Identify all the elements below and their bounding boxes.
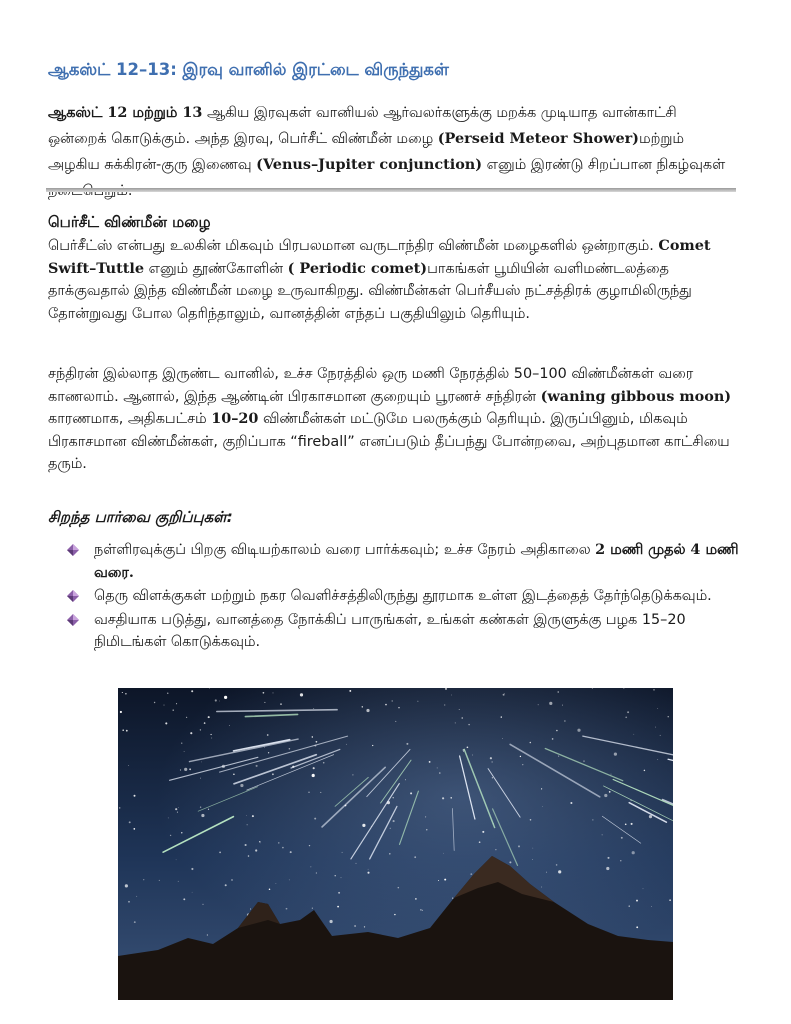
star — [200, 778, 201, 779]
star — [290, 851, 292, 853]
star — [644, 770, 646, 772]
star — [426, 829, 427, 830]
star — [208, 716, 210, 718]
star — [316, 741, 318, 743]
star — [552, 738, 554, 740]
star — [607, 857, 609, 859]
star — [280, 703, 282, 705]
tip-3-text: வசதியாக படுத்து, வானத்தை நோக்கிப் பாருங்கள், உங்கள் கண்கள் இருளுக்கு பழக 15–20 நிமிடங்கள் கொடுக்கவும். — [94, 611, 686, 650]
star — [522, 764, 523, 765]
star — [394, 914, 395, 915]
star — [267, 734, 269, 736]
star — [538, 704, 539, 705]
star — [330, 920, 333, 923]
star — [442, 797, 444, 799]
star — [604, 794, 607, 797]
star — [200, 729, 201, 730]
star — [342, 852, 343, 853]
star — [122, 692, 123, 693]
star — [346, 744, 347, 745]
star — [159, 880, 160, 881]
star — [444, 705, 445, 706]
meteor-shower-photo — [118, 688, 673, 1000]
star — [354, 925, 356, 927]
star — [406, 743, 408, 745]
star — [495, 849, 496, 850]
star — [592, 688, 593, 689]
star — [134, 921, 136, 923]
star — [501, 716, 502, 717]
star — [311, 867, 312, 868]
star — [620, 860, 621, 861]
star — [184, 768, 187, 771]
star — [201, 814, 204, 817]
star — [136, 896, 137, 897]
star — [191, 690, 193, 692]
star — [558, 756, 559, 757]
star — [176, 703, 177, 704]
star — [337, 906, 339, 908]
star — [443, 853, 444, 854]
star — [313, 767, 315, 769]
star — [173, 709, 174, 710]
star — [437, 767, 438, 768]
star — [362, 706, 363, 707]
star — [122, 729, 124, 731]
star — [356, 863, 357, 864]
star — [168, 818, 169, 819]
star — [177, 812, 178, 813]
list-item — [66, 585, 746, 608]
star — [422, 910, 423, 911]
p1-text-a: பெர்சீட்ஸ் என்பது உலகின் மிகவும் பிரபலமான வருடாந்திர விண்மீன் மழைகளில் ஒன்றாகும். — [48, 238, 659, 254]
star — [452, 897, 453, 898]
star — [178, 881, 179, 882]
perseid-paragraph-2 — [48, 363, 748, 476]
star — [125, 693, 127, 695]
star — [167, 693, 168, 694]
star — [314, 818, 316, 820]
star — [191, 868, 193, 870]
star — [660, 735, 661, 736]
star — [502, 738, 503, 739]
star — [653, 689, 654, 690]
p1-text-b: எனும் தூண்கோளின் — [144, 260, 288, 277]
star — [470, 873, 472, 875]
p2-waning-bold: (waning gibbous moon) — [540, 387, 732, 405]
star — [128, 765, 129, 766]
star — [335, 875, 336, 876]
star — [273, 692, 274, 693]
star — [309, 845, 310, 846]
star — [313, 708, 314, 709]
star — [272, 773, 274, 775]
star — [395, 721, 396, 722]
tips-list — [66, 539, 746, 655]
star — [259, 841, 260, 842]
star — [592, 819, 593, 820]
star — [129, 821, 131, 823]
p2-count-bold: 10–20 — [211, 410, 259, 427]
star — [468, 724, 469, 725]
star — [492, 777, 493, 778]
star — [181, 832, 182, 833]
star — [429, 761, 431, 763]
star — [268, 752, 269, 753]
star — [312, 774, 314, 776]
star — [530, 819, 532, 821]
star — [170, 835, 171, 836]
star — [614, 753, 617, 756]
star — [606, 867, 609, 870]
star — [541, 887, 542, 888]
star — [467, 746, 469, 748]
star — [459, 709, 460, 710]
star — [631, 823, 633, 825]
star — [625, 716, 627, 718]
star — [201, 762, 202, 763]
star — [184, 751, 185, 752]
star — [389, 853, 391, 855]
star — [518, 845, 520, 847]
list-item — [66, 539, 746, 584]
star — [368, 869, 369, 870]
star — [393, 820, 395, 822]
star — [570, 802, 572, 804]
star — [165, 722, 167, 724]
intro-text-c: எனும் இரண்டு சிறப்பான நிகழ்வுகள் — [486, 157, 726, 173]
p1-periodic-bold: ( Periodic comet) — [287, 259, 428, 277]
star — [611, 774, 612, 775]
p1-comet-bold: Comet Swift–Tuttle — [48, 237, 711, 277]
star — [657, 759, 658, 760]
star — [392, 700, 393, 701]
star — [229, 725, 230, 726]
star — [627, 711, 629, 713]
star — [289, 748, 291, 750]
star — [417, 701, 418, 702]
star — [366, 709, 369, 712]
star — [247, 824, 248, 825]
star — [289, 879, 290, 880]
star — [255, 849, 257, 851]
star — [479, 841, 481, 843]
star — [651, 906, 652, 907]
star — [224, 696, 227, 699]
star — [462, 717, 463, 718]
star — [472, 755, 473, 756]
star — [276, 883, 277, 884]
star — [264, 702, 265, 703]
star — [320, 792, 321, 793]
page-title: ஆகஸ்ட் 12–13: இரவு வானில் இரட்டை விருந்துகள் — [48, 60, 449, 79]
star — [240, 784, 243, 787]
star — [367, 872, 369, 874]
diamond-bullet-icon — [66, 589, 80, 603]
star — [556, 864, 558, 866]
p2-text-a: சந்திரன் இல்லாத இருண்ட வானில், உச்ச நேரத்தில் ஒரு மணி நேரத்தில் 50–100 விண்மீன்கள் வரை காணலாம். ஆனால், இந்த ஆண்டின் பிரகாசமான குறையும் பூரணச் சந்திரன் — [48, 366, 694, 405]
star — [128, 901, 130, 903]
star — [133, 828, 135, 830]
star — [215, 699, 217, 701]
tip-2-text: தெரு விளக்குகள் மற்றும் நகர வெளிச்சத்திலிருந்து தூரமாக உள்ள இடத்தைத் தேர்ந்தெடுக்கவும். — [94, 588, 712, 604]
star — [316, 873, 317, 874]
star — [192, 892, 193, 893]
star — [625, 823, 627, 825]
star — [349, 690, 351, 692]
star — [300, 693, 303, 696]
star — [246, 815, 247, 816]
star — [558, 870, 561, 873]
p1-text-c: பாகங்கள் பூமியின் வளிமண்டலத்தை தாக்குவதால் இந்த விண்மீன் மழை உருவாகிறது. விண்மீன்கள் பெர்சீயஸ் நட்சத்திரக் குழாமிலிருந்து தோன்றுவது போல தெரிந்தாலும், வானத்தின் எந்தப் பகுதியிலும் தெரியும். — [48, 260, 692, 322]
star — [425, 816, 426, 817]
star — [362, 824, 365, 827]
tip-1-text: நள்ளிரவுக்குப் பிறகு விடியற்காலம் வரை பார்க்கவும்; உச்ச நேரம் அதிகாலை — [94, 542, 596, 558]
star — [530, 742, 532, 744]
star — [405, 779, 406, 780]
star — [282, 847, 284, 849]
star — [189, 768, 191, 770]
star — [312, 736, 313, 737]
star — [532, 848, 533, 849]
star — [393, 797, 394, 798]
star — [154, 702, 155, 703]
star — [126, 730, 128, 732]
star — [503, 694, 505, 696]
star — [119, 807, 121, 809]
list-item — [66, 609, 746, 654]
star — [231, 879, 232, 880]
star — [455, 722, 456, 723]
tip-1-bold: 2 மணி முதல் 4 மணி வரை. — [94, 541, 739, 581]
section-divider — [46, 188, 736, 192]
star — [225, 884, 227, 886]
star — [655, 727, 656, 728]
star — [163, 705, 164, 706]
star — [564, 720, 565, 721]
star — [562, 705, 563, 706]
perseid-paragraph-1 — [48, 235, 748, 325]
star — [558, 691, 559, 692]
star — [352, 774, 353, 775]
intro-perseid-bold: (Perseid Meteor Shower) — [437, 130, 639, 147]
star — [520, 756, 521, 757]
diamond-bullet-icon — [66, 613, 80, 627]
star — [450, 797, 451, 798]
star — [134, 795, 136, 797]
star — [438, 880, 439, 881]
star — [219, 852, 221, 854]
star — [541, 788, 542, 789]
star — [207, 934, 208, 935]
p2-text-c: விண்மீன்கள் மட்டுமே பலருக்கும் தெரியும். இருப்பினும், மிகவும் பிரகாசமான விண்மீன்கள், குறிப்பாக “fireball” எனப்படும் தீப்பந்து போன்றவை, அற்புதமான காட்சியை தரும். — [48, 411, 730, 472]
star — [211, 737, 212, 738]
star — [463, 751, 464, 752]
star — [248, 855, 250, 857]
star — [390, 828, 391, 829]
diamond-bullet-icon — [66, 543, 80, 557]
star — [264, 747, 265, 748]
star — [532, 859, 533, 860]
star — [180, 769, 181, 770]
p2-text-b: காரணமாக, அதிகபட்சம் — [48, 411, 212, 427]
star — [338, 892, 340, 894]
star — [398, 887, 400, 889]
star — [549, 702, 552, 705]
section-heading-perseid: பெர்சீட் விண்மீன் மழை — [48, 213, 211, 231]
star — [583, 760, 584, 761]
star — [633, 734, 634, 735]
star — [323, 762, 325, 764]
star — [200, 806, 201, 807]
star — [410, 792, 412, 794]
star — [250, 909, 251, 910]
star — [175, 808, 177, 810]
star — [233, 774, 235, 776]
intro-venus-bold: (Venus–Jupiter conjunction) — [256, 156, 483, 173]
star — [204, 722, 206, 724]
star — [636, 926, 638, 928]
star — [602, 835, 603, 836]
star — [364, 926, 365, 927]
star — [341, 877, 342, 878]
star — [490, 757, 492, 759]
star — [609, 791, 611, 793]
star — [482, 831, 484, 833]
star — [669, 899, 671, 901]
star — [278, 842, 279, 843]
star — [556, 730, 558, 732]
star — [657, 708, 658, 709]
star — [256, 765, 258, 767]
star — [621, 837, 623, 839]
star — [420, 909, 421, 910]
star — [415, 898, 417, 900]
star — [219, 701, 220, 702]
star — [245, 844, 247, 846]
star — [176, 859, 177, 860]
intro-text-b: மற்றும் அழகிய சுக்கிரன்-குரு இணைவு — [48, 131, 684, 173]
star — [668, 716, 669, 717]
star — [210, 734, 211, 735]
star — [308, 792, 310, 794]
star — [125, 884, 128, 887]
star — [636, 900, 638, 902]
star — [143, 879, 144, 880]
star — [439, 772, 441, 774]
star — [178, 807, 179, 808]
star — [649, 815, 652, 818]
star — [509, 861, 511, 863]
star — [208, 809, 209, 810]
star — [312, 908, 313, 909]
star — [260, 843, 261, 844]
star — [120, 711, 122, 713]
star — [504, 693, 505, 694]
star — [286, 908, 288, 910]
star — [190, 732, 192, 734]
star — [186, 717, 187, 718]
star — [577, 729, 580, 732]
intro-date-bold: ஆகஸ்ட் 12 மற்றும் 13 — [48, 104, 203, 121]
star — [444, 879, 446, 881]
star — [451, 695, 452, 696]
star — [492, 761, 493, 762]
star — [385, 704, 387, 706]
star — [183, 898, 185, 900]
intro-text-a: ஆகிய இரவுகள் வானியல் ஆர்வலர்களுக்கு மறக்க முடியாத வான்காட்சி ஒன்றைக் கொடுக்கும். அந்த இரவு, பெர்சீட் விண்மீன் மழை — [48, 105, 677, 147]
star — [629, 905, 630, 906]
star — [643, 888, 644, 889]
star — [263, 692, 265, 694]
star — [252, 815, 254, 817]
tips-heading: சிறந்த பார்வை குறிப்புகள்: — [48, 508, 233, 526]
star — [372, 745, 373, 746]
star — [398, 707, 400, 709]
star — [414, 856, 416, 858]
star — [542, 806, 543, 807]
star — [202, 904, 203, 905]
star — [181, 743, 182, 744]
star — [546, 872, 547, 873]
star — [632, 851, 635, 854]
star — [269, 889, 271, 891]
